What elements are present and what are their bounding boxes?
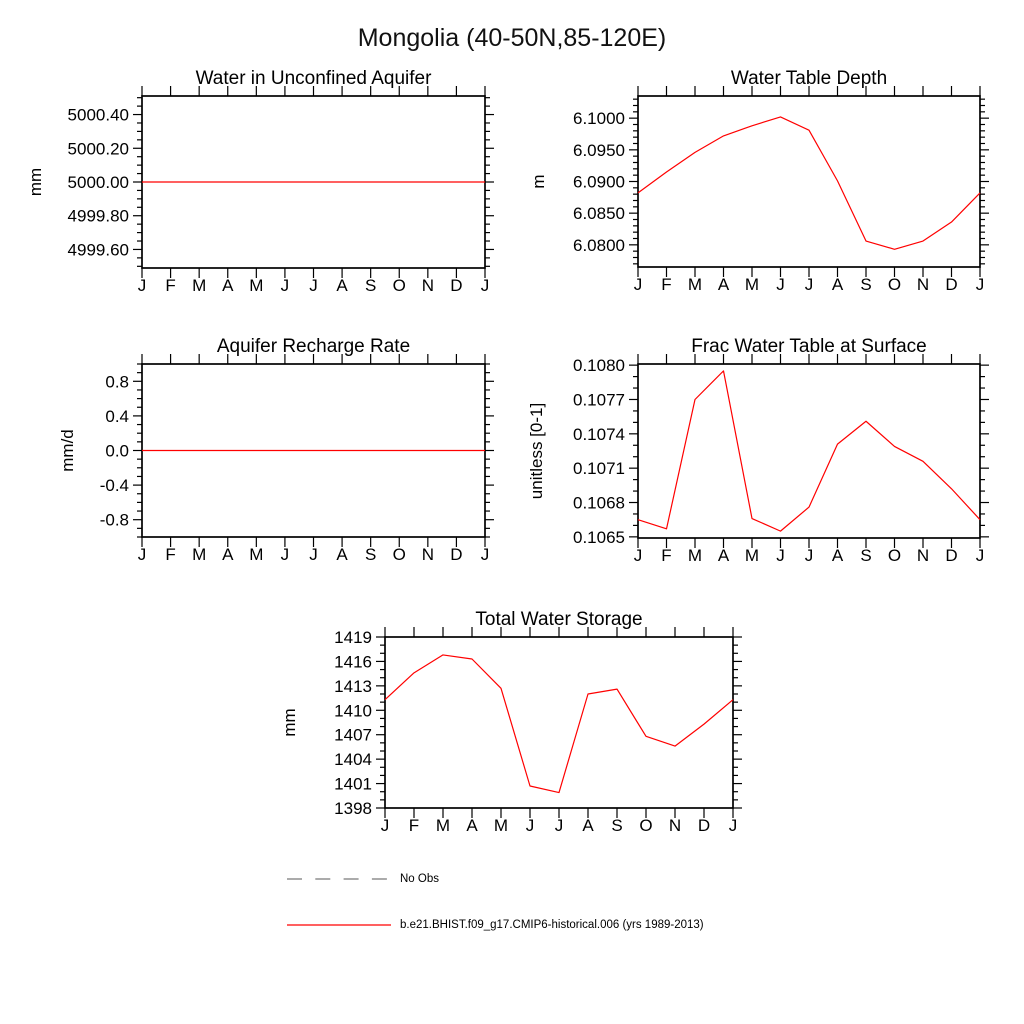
x-tick-label: J	[804, 546, 814, 565]
y-axis-label: mm/d	[58, 429, 77, 472]
panel-water-in-unconfined-aquifer	[26, 68, 494, 295]
x-tick-label: D	[450, 545, 463, 564]
x-tick-label: F	[661, 546, 672, 565]
data-line	[638, 117, 980, 249]
y-tick-label: 1413	[334, 676, 372, 696]
y-tick-label: 4999.80	[67, 206, 129, 226]
x-tick-label: J	[480, 276, 490, 295]
x-tick-label: A	[336, 276, 348, 295]
y-tick-label: 1404	[334, 750, 372, 770]
x-tick-label: J	[776, 275, 785, 294]
panel-title: Frac Water Table at Surface	[691, 336, 927, 357]
plot-frame	[385, 637, 733, 808]
x-tick-label: A	[831, 275, 844, 294]
x-tick-label: J	[525, 816, 535, 835]
x-tick-label: S	[860, 546, 872, 565]
x-tick-label: N	[668, 816, 682, 835]
x-tick-label: F	[661, 275, 672, 294]
panel-title: Water in Unconfined Aquifer	[195, 68, 432, 89]
x-tick-label: J	[776, 546, 785, 565]
x-tick-label: M	[435, 816, 451, 835]
panel-title: Total Water Storage	[475, 609, 643, 630]
y-tick-label: 6.0900	[573, 172, 625, 192]
x-tick-label: M	[249, 276, 264, 295]
panel-total-water-storage	[280, 609, 742, 835]
x-tick-label: D	[450, 276, 463, 295]
x-tick-label: O	[639, 816, 653, 835]
data-line	[638, 371, 980, 531]
panel-water-table-depth	[529, 68, 989, 294]
y-tick-label: 1410	[334, 701, 372, 721]
x-tick-label: J	[280, 276, 290, 295]
y-tick-label: 1416	[334, 652, 372, 672]
x-tick-label: O	[392, 276, 406, 295]
legend-label-model-run: b.e21.BHIST.f09_g17.CMIP6-historical.006 (yrs 1989-2013)	[400, 919, 704, 931]
y-tick-label: 5000.40	[67, 105, 129, 125]
data-line	[385, 655, 733, 793]
y-tick-label: 1419	[334, 628, 372, 647]
y-tick-label: 6.0850	[573, 204, 625, 224]
x-tick-label: S	[611, 816, 623, 835]
legend-label-no-obs: No Obs	[400, 873, 439, 885]
x-tick-label: M	[687, 546, 703, 565]
x-tick-label: S	[860, 275, 872, 294]
x-tick-label: S	[364, 545, 377, 564]
x-tick-label: M	[192, 545, 207, 564]
y-tick-label: 1401	[334, 774, 372, 794]
y-tick-label: 6.1000	[573, 109, 625, 129]
x-tick-label: N	[421, 545, 434, 564]
y-tick-label: 5000.20	[67, 139, 129, 159]
y-tick-label: 0.1068	[573, 493, 625, 513]
y-tick-label: 6.0800	[573, 235, 625, 255]
x-tick-label: J	[309, 545, 318, 564]
x-tick-label: O	[887, 275, 902, 294]
x-tick-label: A	[222, 545, 234, 564]
x-tick-label: A	[717, 546, 730, 565]
legend-item-no-obs	[287, 871, 439, 887]
x-tick-label: J	[554, 816, 564, 835]
x-tick-label: J	[380, 816, 390, 835]
x-tick-label: F	[165, 276, 176, 295]
panel-title: Water Table Depth	[730, 68, 888, 89]
x-tick-label: J	[137, 276, 147, 295]
y-tick-label: 0.1065	[573, 527, 625, 547]
no-obs-line-sample	[287, 871, 391, 887]
panel-aquifer-recharge-rate	[58, 336, 494, 564]
x-tick-label: F	[165, 545, 176, 564]
x-tick-label: J	[975, 546, 985, 565]
y-tick-label: 0.1074	[573, 424, 625, 444]
legend-item-model-run	[287, 917, 704, 933]
x-tick-label: J	[804, 275, 814, 294]
x-tick-label: J	[975, 275, 985, 294]
plot-frame	[638, 364, 980, 538]
x-tick-label: M	[687, 275, 703, 294]
x-tick-label: D	[697, 816, 711, 835]
x-tick-label: M	[249, 545, 264, 564]
x-tick-label: A	[831, 546, 844, 565]
x-tick-label: M	[493, 816, 509, 835]
y-tick-label: 0.1077	[573, 390, 625, 410]
x-tick-label: A	[717, 275, 730, 294]
x-tick-label: S	[364, 276, 377, 295]
y-tick-label: 1407	[334, 725, 372, 745]
x-tick-label: F	[408, 816, 420, 835]
x-tick-label: M	[192, 276, 207, 295]
y-axis-label: mm	[26, 167, 45, 197]
y-axis-label: m	[529, 174, 548, 189]
x-tick-label: J	[280, 545, 290, 564]
y-tick-label: -0.8	[99, 510, 129, 530]
x-tick-label: J	[633, 275, 643, 294]
y-tick-label: 0.8	[105, 372, 129, 392]
x-tick-label: J	[480, 545, 490, 564]
x-tick-label: O	[392, 545, 406, 564]
y-tick-label: 1398	[334, 799, 372, 818]
y-tick-label: 4999.60	[67, 240, 129, 260]
x-tick-label: A	[222, 276, 234, 295]
x-tick-label: J	[728, 816, 738, 835]
plot-frame	[638, 96, 980, 267]
y-tick-label: 0.0	[105, 441, 129, 461]
y-tick-label: 0.1080	[573, 356, 625, 376]
x-tick-label: A	[582, 816, 594, 835]
x-tick-label: M	[744, 546, 760, 565]
y-tick-label: 0.4	[105, 406, 129, 426]
x-tick-label: A	[466, 816, 478, 835]
x-tick-label: M	[744, 275, 760, 294]
y-tick-label: 0.1071	[573, 459, 625, 479]
panel-frac-water-table-at-surface	[527, 336, 989, 565]
y-tick-label: 5000.00	[67, 173, 129, 192]
x-tick-label: N	[916, 546, 930, 565]
model-line-sample	[287, 917, 391, 933]
x-tick-label: J	[633, 546, 643, 565]
x-tick-label: A	[336, 545, 348, 564]
x-tick-label: N	[916, 275, 930, 294]
x-tick-label: N	[421, 276, 434, 295]
x-tick-label: J	[137, 545, 147, 564]
y-tick-label: -0.4	[99, 476, 129, 496]
x-tick-label: J	[309, 276, 318, 295]
x-tick-label: D	[945, 275, 958, 294]
x-tick-label: O	[887, 546, 902, 565]
x-tick-label: D	[945, 546, 958, 565]
panel-title: Aquifer Recharge Rate	[216, 336, 411, 357]
y-axis-label: mm	[280, 708, 299, 737]
y-tick-label: 6.0950	[573, 140, 625, 160]
y-axis-label: unitless [0-1]	[527, 402, 546, 500]
figure-title: Mongolia (40-50N,85-120E)	[357, 24, 667, 52]
